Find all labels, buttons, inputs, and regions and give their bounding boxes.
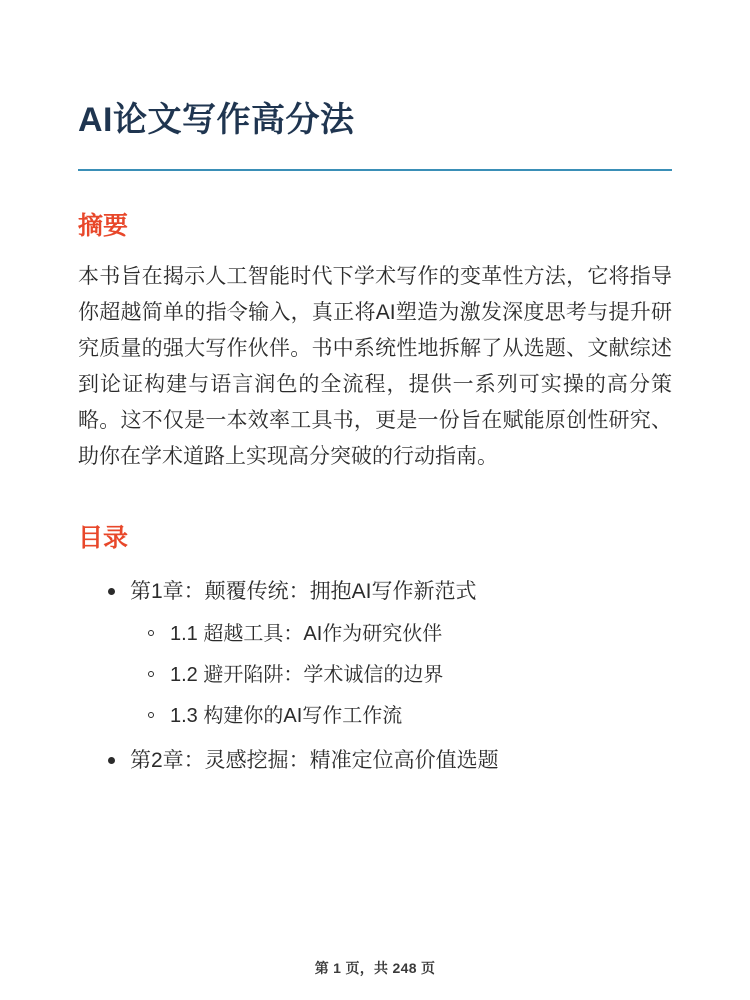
toc-chapter-link[interactable]: 第1章：颠覆传统：拥抱AI写作新范式 (78, 575, 672, 609)
abstract-body: 本书旨在揭示人工智能时代下学术写作的变革性方法，它将指导你超越简单的指令输入，真正将AI塑造为激发深度思考与提升研究质量的强大写作伙伴。书中系统性地拆解了从选题、文献综述到论证构建与语言润色的全流程，提供一系列可实操的高分策略。这不仅是一本效率工具书，更是一份旨在赋能原创性研究、助你在学术道路上实现高分突破的行动指南。 (78, 264, 672, 469)
title-divider (78, 169, 672, 171)
toc-sublist (78, 619, 672, 732)
toc-subentry (78, 619, 672, 650)
toc-entry (78, 575, 672, 732)
toc-section-link[interactable]: 1.2 避开陷阱：学术诚信的边界 (78, 660, 672, 691)
toc-subentry (78, 660, 672, 691)
table-of-contents (78, 575, 672, 777)
toc-section-link[interactable]: 1.1 超越工具：AI作为研究伙伴 (78, 619, 672, 650)
toc-entry (78, 744, 672, 778)
toc-section-link[interactable]: 1.3 构建你的AI写作工作流 (78, 701, 672, 732)
abstract-heading: 摘要 (78, 211, 129, 240)
page-footer: 第 1 页，共 248 页 (314, 960, 436, 976)
toc-subentry (78, 701, 672, 732)
toc-chapter-link[interactable]: 第2章：灵感挖掘：精准定位高价值选题 (78, 744, 672, 778)
toc-heading: 目录 (78, 524, 129, 553)
page-title: AI论文写作高分法 (78, 101, 355, 139)
